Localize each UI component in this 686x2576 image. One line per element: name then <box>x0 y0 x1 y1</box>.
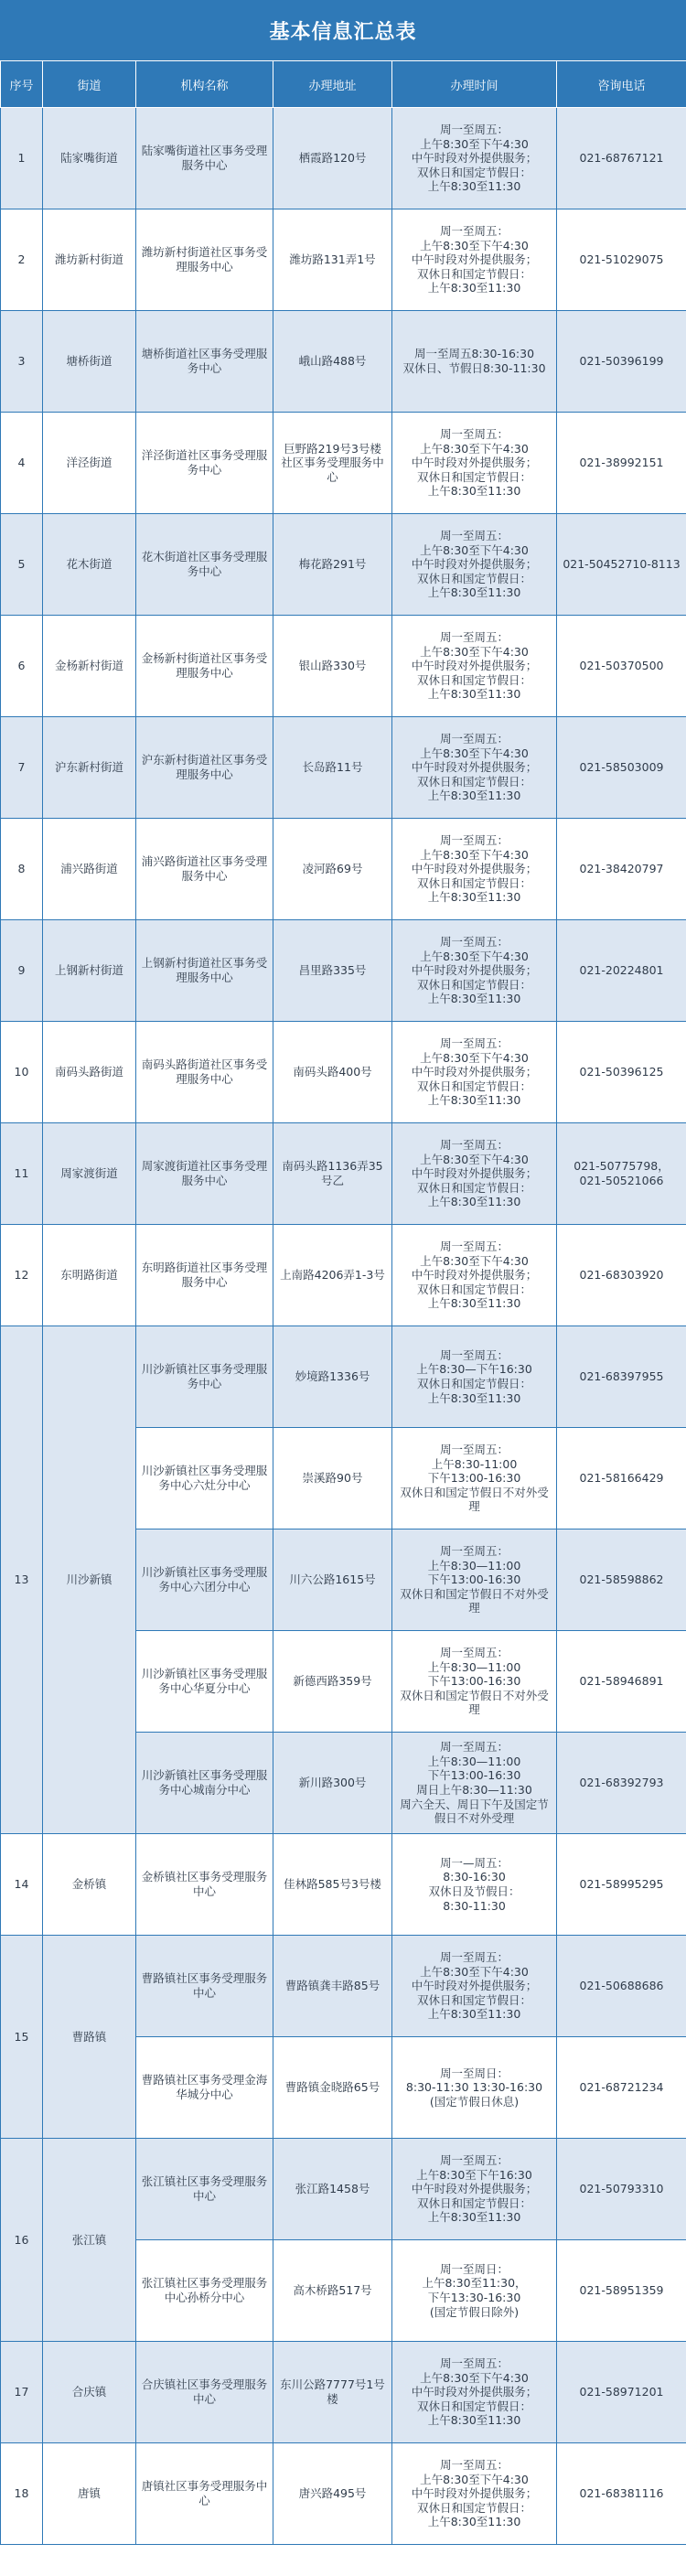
cell-phone: 021-58951359 <box>557 2240 686 2342</box>
cell-hours: 周一至周五： 上午8:30至下午4:30 中午时段对外提供服务； 双休日和国定节假日： 上午8:30至11:30 <box>392 2443 557 2545</box>
table-row <box>1 311 686 413</box>
cell-no: 14 <box>1 1834 43 1936</box>
table-row <box>1 108 686 209</box>
cell-address: 南码头路1136弄35号乙 <box>273 1123 392 1225</box>
cell-org: 张江镇社区事务受理服务中心孙桥分中心 <box>136 2240 273 2342</box>
cell-hours: 周一至周日： 上午8:30至11:30， 下午13:30-16:30 (国定节假日除外) <box>392 2240 557 2342</box>
cell-hours: 周一至周五： 上午8:30至下午4:30 中午时段对外提供服务； 双休日和国定节假日： 上午8:30至11:30 <box>392 2342 557 2443</box>
cell-no: 1 <box>1 108 43 209</box>
cell-address: 昌里路335号 <box>273 920 392 1022</box>
cell-org: 曹路镇社区事务受理金海华城分中心 <box>136 2037 273 2139</box>
table-row <box>1 2139 686 2240</box>
cell-phone: 021-58995295 <box>557 1834 686 1936</box>
cell-phone: 021-50396199 <box>557 311 686 413</box>
cell-address: 新川路300号 <box>273 1733 392 1834</box>
cell-hours: 周一至周五： 上午8:30至下午4:30 中午时段对外提供服务； 双休日和国定节假日： 上午8:30至11:30 <box>392 209 557 311</box>
info-table <box>0 60 686 2545</box>
cell-address: 唐兴路495号 <box>273 2443 392 2545</box>
table-row <box>1 1834 686 1936</box>
cell-phone: 021-20224801 <box>557 920 686 1022</box>
cell-org: 曹路镇社区事务受理服务中心 <box>136 1936 273 2037</box>
cell-no: 10 <box>1 1022 43 1123</box>
cell-street: 上钢新村街道 <box>43 920 136 1022</box>
cell-phone: 021-38992151 <box>557 413 686 514</box>
cell-hours: 周一至周五： 上午8:30—11:00 下午13:00-16:30 双休日和国定节假日不对外受理 <box>392 1530 557 1631</box>
table-row <box>1 1326 686 1428</box>
cell-no: 7 <box>1 717 43 819</box>
cell-phone: 021-58166429 <box>557 1428 686 1530</box>
cell-org: 上钢新村街道社区事务受理服务中心 <box>136 920 273 1022</box>
cell-phone: 021-68721234 <box>557 2037 686 2139</box>
cell-hours: 周一至周五： 上午8:30至下午4:30 中午时段对外提供服务； 双休日和国定节假日： 上午8:30至11:30 <box>392 1225 557 1326</box>
cell-phone: 021-68392793 <box>557 1733 686 1834</box>
cell-org: 川沙新镇社区事务受理服务中心 <box>136 1326 273 1428</box>
cell-hours: 周一至周五： 上午8:30至下午4:30 中午时段对外提供服务； 双休日和国定节假日： 上午8:30至11:30 <box>392 514 557 616</box>
cell-hours: 周一至周五： 上午8:30至下午4:30 中午时段对外提供服务； 双休日和国定节假日： 上午8:30至11:30 <box>392 1022 557 1123</box>
cell-no: 12 <box>1 1225 43 1326</box>
cell-address: 长岛路11号 <box>273 717 392 819</box>
header-no: 序号 <box>1 61 43 108</box>
cell-hours: 周一至周五： 上午8:30至下午4:30 中午时段对外提供服务； 双休日和国定节假日： 上午8:30至11:30 <box>392 108 557 209</box>
cell-hours: 周一至周五： 上午8:30—下午16:30 双休日和国定节假日： 上午8:30至11:30 <box>392 1326 557 1428</box>
cell-no: 15 <box>1 1936 43 2139</box>
cell-org: 川沙新镇社区事务受理服务中心华夏分中心 <box>136 1631 273 1733</box>
table-row <box>1 514 686 616</box>
cell-phone: 021-68381116 <box>557 2443 686 2545</box>
cell-org: 塘桥街道社区事务受理服务中心 <box>136 311 273 413</box>
cell-org: 金桥镇社区事务受理服务中心 <box>136 1834 273 1936</box>
cell-street: 洋泾街道 <box>43 413 136 514</box>
cell-street: 浦兴路街道 <box>43 819 136 920</box>
cell-address: 南码头路400号 <box>273 1022 392 1123</box>
cell-org: 唐镇社区事务受理服务中心 <box>136 2443 273 2545</box>
cell-hours: 周一至周五： 上午8:30至下午4:30 中午时段对外提供服务； 双休日和国定节假日： 上午8:30至11:30 <box>392 1936 557 2037</box>
cell-address: 曹路镇金晓路65号 <box>273 2037 392 2139</box>
cell-no: 11 <box>1 1123 43 1225</box>
cell-no: 9 <box>1 920 43 1022</box>
cell-street: 花木街道 <box>43 514 136 616</box>
cell-street: 沪东新村街道 <box>43 717 136 819</box>
cell-org: 沪东新村街道社区事务受理服务中心 <box>136 717 273 819</box>
cell-hours: 周一至周五： 上午8:30—11:00 下午13:00-16:30 双休日和国定节假日不对外受理 <box>392 1631 557 1733</box>
cell-phone: 021-50370500 <box>557 616 686 717</box>
cell-address: 栖霞路120号 <box>273 108 392 209</box>
header-phone: 咨询电话 <box>557 61 686 108</box>
table-row <box>1 1123 686 1225</box>
cell-address: 巨野路219号3号楼社区事务受理服务中心 <box>273 413 392 514</box>
table-row <box>1 209 686 311</box>
cell-phone: 021-68397955 <box>557 1326 686 1428</box>
header-hours: 办理时间 <box>392 61 557 108</box>
cell-phone: 021-58503009 <box>557 717 686 819</box>
cell-no: 3 <box>1 311 43 413</box>
cell-address: 潍坊路131弄1号 <box>273 209 392 311</box>
cell-org: 南码头路街道社区事务受理服务中心 <box>136 1022 273 1123</box>
cell-hours: 周一至周五： 上午8:30-11:00 下午13:00-16:30 双休日和国定节假日不对外受理 <box>392 1428 557 1530</box>
cell-hours: 周一至周五： 上午8:30至下午4:30 中午时段对外提供服务； 双休日和国定节假日： 上午8:30至11:30 <box>392 920 557 1022</box>
cell-street: 合庆镇 <box>43 2342 136 2443</box>
cell-org: 潍坊新村街道社区事务受理服务中心 <box>136 209 273 311</box>
cell-address: 梅花路291号 <box>273 514 392 616</box>
table-row <box>1 413 686 514</box>
cell-no: 16 <box>1 2139 43 2342</box>
cell-phone: 021-58971201 <box>557 2342 686 2443</box>
cell-no: 5 <box>1 514 43 616</box>
cell-street: 周家渡街道 <box>43 1123 136 1225</box>
cell-org: 合庆镇社区事务受理服务中心 <box>136 2342 273 2443</box>
cell-address: 曹路镇龚丰路85号 <box>273 1936 392 2037</box>
cell-street: 川沙新镇 <box>43 1326 136 1834</box>
cell-address: 张江路1458号 <box>273 2139 392 2240</box>
cell-address: 上南路4206弄1-3号 <box>273 1225 392 1326</box>
cell-phone: 021-58598862 <box>557 1530 686 1631</box>
cell-no: 13 <box>1 1326 43 1834</box>
cell-no: 6 <box>1 616 43 717</box>
cell-no: 2 <box>1 209 43 311</box>
table-row <box>1 1022 686 1123</box>
cell-street: 张江镇 <box>43 2139 136 2342</box>
cell-hours: 周一至周日： 8:30-11:30 13:30-16:30 (国定节假日休息) <box>392 2037 557 2139</box>
cell-address: 银山路330号 <box>273 616 392 717</box>
cell-no: 18 <box>1 2443 43 2545</box>
cell-street: 金桥镇 <box>43 1834 136 1936</box>
cell-org: 洋泾街道社区事务受理服务中心 <box>136 413 273 514</box>
cell-street: 东明路街道 <box>43 1225 136 1326</box>
cell-org: 川沙新镇社区事务受理服务中心六灶分中心 <box>136 1428 273 1530</box>
header-org: 机构名称 <box>136 61 273 108</box>
cell-phone: 021-50793310 <box>557 2139 686 2240</box>
cell-org: 周家渡街道社区事务受理服务中心 <box>136 1123 273 1225</box>
cell-street: 塘桥街道 <box>43 311 136 413</box>
cell-hours: 周一至周五： 上午8:30至下午4:30 中午时段对外提供服务； 双休日和国定节假日： 上午8:30至11:30 <box>392 819 557 920</box>
cell-hours: 周一至周五： 上午8:30至下午4:30 中午时段对外提供服务； 双休日和国定节假日： 上午8:30至11:30 <box>392 1123 557 1225</box>
cell-street: 金杨新村街道 <box>43 616 136 717</box>
table-row <box>1 2443 686 2545</box>
cell-hours: 周一—周五： 8:30-16:30 双休日及节假日： 8:30-11:30 <box>392 1834 557 1936</box>
cell-street: 曹路镇 <box>43 1936 136 2139</box>
table-row <box>1 819 686 920</box>
cell-org: 张江镇社区事务受理服务中心 <box>136 2139 273 2240</box>
cell-org: 东明路街道社区事务受理服务中心 <box>136 1225 273 1326</box>
cell-phone: 021-50775798， 021-50521066 <box>557 1123 686 1225</box>
table-row <box>1 920 686 1022</box>
cell-address: 佳林路585号3号楼 <box>273 1834 392 1936</box>
cell-street: 南码头路街道 <box>43 1022 136 1123</box>
cell-address: 妙境路1336号 <box>273 1326 392 1428</box>
table-row <box>1 1936 686 2037</box>
header-row <box>1 61 686 108</box>
cell-hours: 周一至周五： 上午8:30至下午16:30 中午时段对外提供服务； 双休日和国定节假日： 上午8:30至11:30 <box>392 2139 557 2240</box>
cell-street: 唐镇 <box>43 2443 136 2545</box>
cell-address: 高木桥路517号 <box>273 2240 392 2342</box>
cell-no: 17 <box>1 2342 43 2443</box>
cell-phone: 021-51029075 <box>557 209 686 311</box>
table-row <box>1 616 686 717</box>
cell-hours: 周一至周五： 上午8:30—11:00 下午13:00-16:30 周日上午8:30—11:30 周六全天、周日下午及国定节假日不对外受理 <box>392 1733 557 1834</box>
table-title: 基本信息汇总表 <box>0 0 686 60</box>
cell-phone: 021-38420797 <box>557 819 686 920</box>
table-row <box>1 717 686 819</box>
cell-phone: 021-50452710-8113 <box>557 514 686 616</box>
cell-phone: 021-50688686 <box>557 1936 686 2037</box>
cell-no: 4 <box>1 413 43 514</box>
cell-phone: 021-50396125 <box>557 1022 686 1123</box>
cell-street: 陆家嘴街道 <box>43 108 136 209</box>
cell-phone: 021-68303920 <box>557 1225 686 1326</box>
cell-address: 东川公路7777号1号楼 <box>273 2342 392 2443</box>
cell-org: 浦兴路街道社区事务受理服务中心 <box>136 819 273 920</box>
table-row <box>1 1225 686 1326</box>
table-row <box>1 2342 686 2443</box>
cell-hours: 周一至周五： 上午8:30至下午4:30 中午时段对外提供服务； 双休日和国定节假日： 上午8:30至11:30 <box>392 717 557 819</box>
cell-address: 川六公路1615号 <box>273 1530 392 1631</box>
cell-address: 新德西路359号 <box>273 1631 392 1733</box>
header-street: 街道 <box>43 61 136 108</box>
cell-hours: 周一至周五： 上午8:30至下午4:30 中午时段对外提供服务； 双休日和国定节假日： 上午8:30至11:30 <box>392 413 557 514</box>
cell-no: 8 <box>1 819 43 920</box>
cell-hours: 周一至周五： 上午8:30至下午4:30 中午时段对外提供服务； 双休日和国定节假日： 上午8:30至11:30 <box>392 616 557 717</box>
cell-street: 潍坊新村街道 <box>43 209 136 311</box>
cell-address: 崇溪路90号 <box>273 1428 392 1530</box>
cell-phone: 021-68767121 <box>557 108 686 209</box>
cell-org: 川沙新镇社区事务受理服务中心六团分中心 <box>136 1530 273 1631</box>
cell-phone: 021-58946891 <box>557 1631 686 1733</box>
cell-hours: 周一至周五8:30-16:30 双休日、节假日8:30-11:30 <box>392 311 557 413</box>
cell-org: 金杨新村街道社区事务受理服务中心 <box>136 616 273 717</box>
header-address: 办理地址 <box>273 61 392 108</box>
cell-address: 峨山路488号 <box>273 311 392 413</box>
cell-org: 陆家嘴街道社区事务受理服务中心 <box>136 108 273 209</box>
cell-org: 川沙新镇社区事务受理服务中心城南分中心 <box>136 1733 273 1834</box>
cell-org: 花木街道社区事务受理服务中心 <box>136 514 273 616</box>
cell-address: 凌河路69号 <box>273 819 392 920</box>
